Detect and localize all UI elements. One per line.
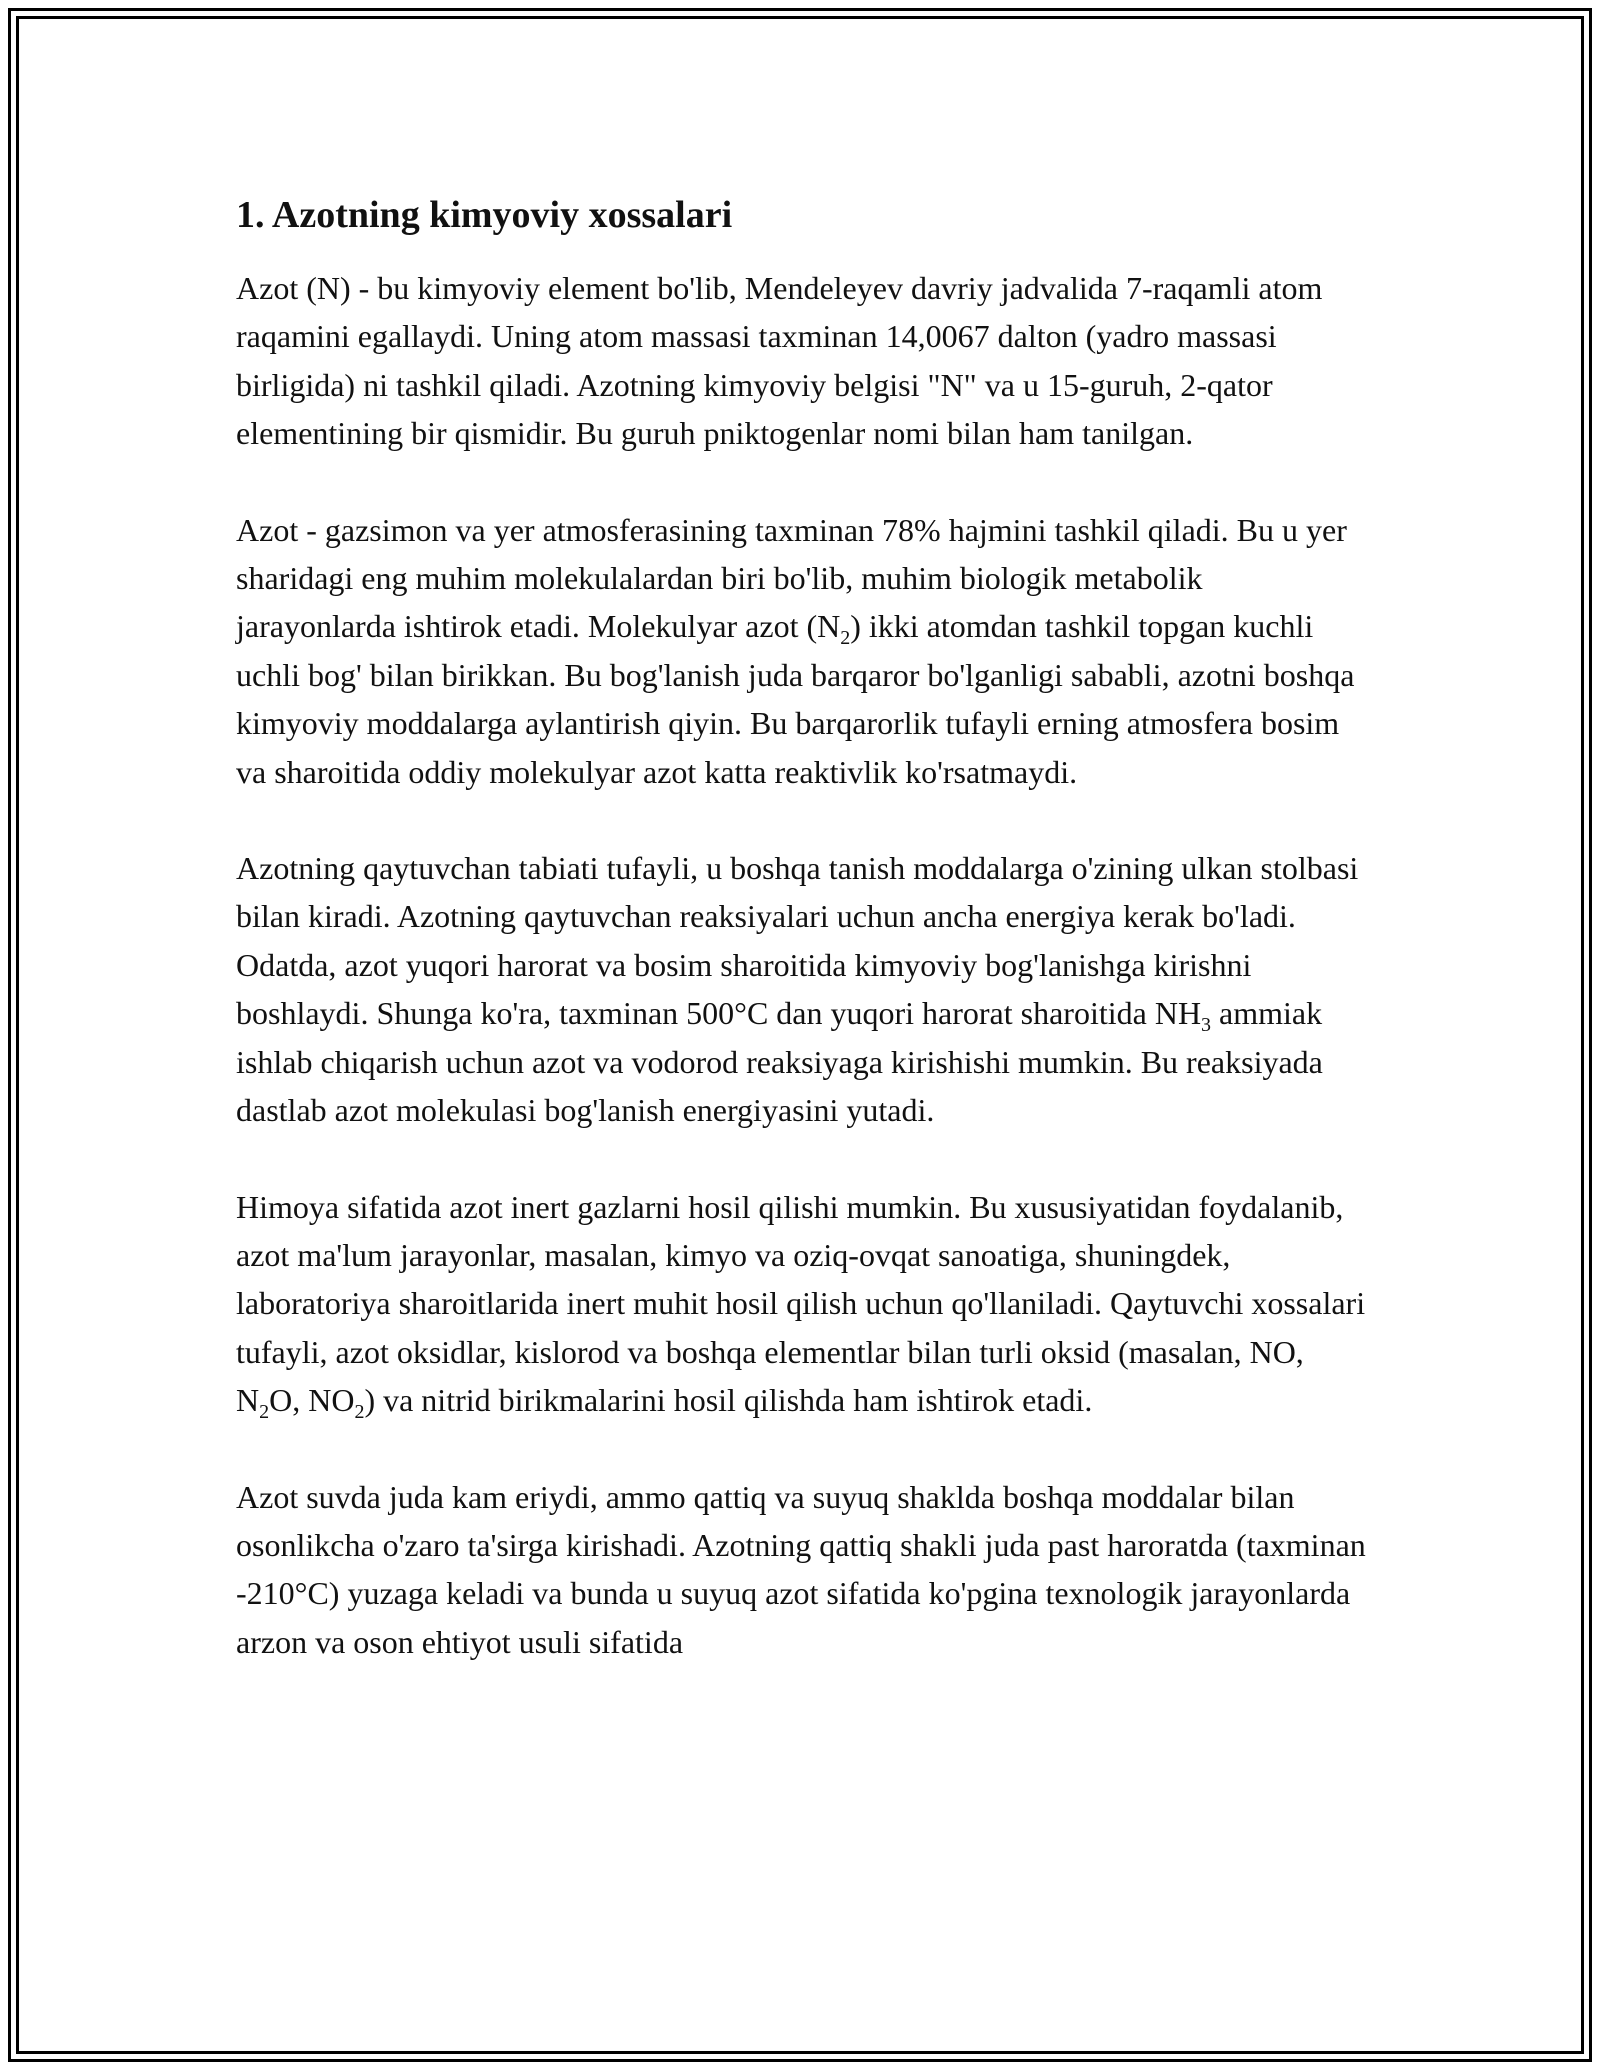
section-heading: 1. Azotning kimyoviy xossalari — [236, 194, 733, 236]
document-body — [236, 190, 1366, 1714]
subscript: 3 — [1201, 1014, 1212, 1037]
paragraph-text: Azot - gazsimon va yer atmosferasining taxminan 78% hajmini tashkil qiladi. Bu u yer sharidagi eng muhim molekulalardan biri bo'lib, muhim biologik metabolik jarayonlarda ishtirok etadi. Molekulyar azot (N — [236, 511, 1347, 645]
paragraph-3 — [236, 844, 1366, 1134]
paragraph-text: Himoya sifatida azot inert gazlarni hosil qilishi mumkin. Bu xususiyatidan foydalanib, azot ma'lum jarayonlar, masalan, kimyo va oziq-ovqat sanoatiga, shuningdek, laboratoriya sharoitlarida inert muhit hosil qilish uchun qo'llaniladi. Qaytuvchi xossalari tufayli, azot oksidlar, kislorod va boshqa elementlar bilan turli oksid (masalan, NO, N — [236, 1188, 1366, 1419]
paragraph-text: ammiak ishlab chiqarish uchun azot va vodorod reaksiyaga kirishishi mumkin. Bu reaksiyada dastlab azot molekulasi bog'lanish energiyasini yutadi. — [236, 995, 1323, 1129]
paragraph-1 — [236, 264, 1366, 458]
paragraph-2 — [236, 506, 1366, 796]
paragraph-text: Azot (N) - bu kimyoviy element bo'lib, Mendeleyev davriy jadvalida 7-raqamli atom raqamini egallaydi. Uning atom massasi taxminan 14,0067 dalton (yadro massasi birligida) ni tashkil qiladi. Azotning kimyoviy belgisi "N" va u 15-guruh, 2-qator elementining bir qismidir. Bu guruh pniktogenlar nomi bilan ham tanilgan. — [236, 270, 1323, 452]
subscript: 2 — [259, 1401, 270, 1424]
paragraph-4 — [236, 1183, 1366, 1425]
paragraph-text: ) ikki atomdan tashkil topgan kuchli uchli bog' bilan birikkan. Bu bog'lanish juda barqaror bo'lganligi sababli, azotni boshqa kimyoviy moddalarga aylantirish qiyin. Bu barqarorlik tufayli erning atmosfera bosim va sharoitida oddiy molekulyar azot katta reaktivlik ko'rsatmaydi. — [236, 608, 1355, 790]
paragraph-text: ) va nitrid birikmalarini hosil qilishda ham ishtirok etadi. — [364, 1382, 1093, 1419]
paragraph-text: O, NO — [269, 1382, 355, 1419]
paragraph-text: Azot suvda juda kam eriydi, ammo qattiq va suyuq shakldа boshqa moddalar bilan osonlikcha o'zaro ta'sirga kirishadi. Azotning qattiq shakli juda past haroratda (taxminan -210°C) yuzaga keladi va bunda u suyuq azot sifatida ko'pgina texnologik jarayonlarda arzon va oson ehtiyot usuli sifatida — [236, 1478, 1366, 1660]
paragraph-text: Azotning qaytuvchan tabiati tufayli, u boshqa tanish moddalarga o'zining ulkan stolbasi bilan kiradi. Azotning qaytuvchan reaksiyalari uchun ancha energiya kerak bo'ladi. Odatda, azot yuqori harorat va bosim sharoitida kimyoviy bog'lanishga kirishni boshlaydi. Shunga ko'ra, taxminan 500°C dan yuqori harorat sharoitida NH — [236, 850, 1359, 1032]
paragraph-5 — [236, 1473, 1366, 1667]
subscript: 2 — [354, 1401, 365, 1424]
subscript: 2 — [840, 627, 851, 650]
